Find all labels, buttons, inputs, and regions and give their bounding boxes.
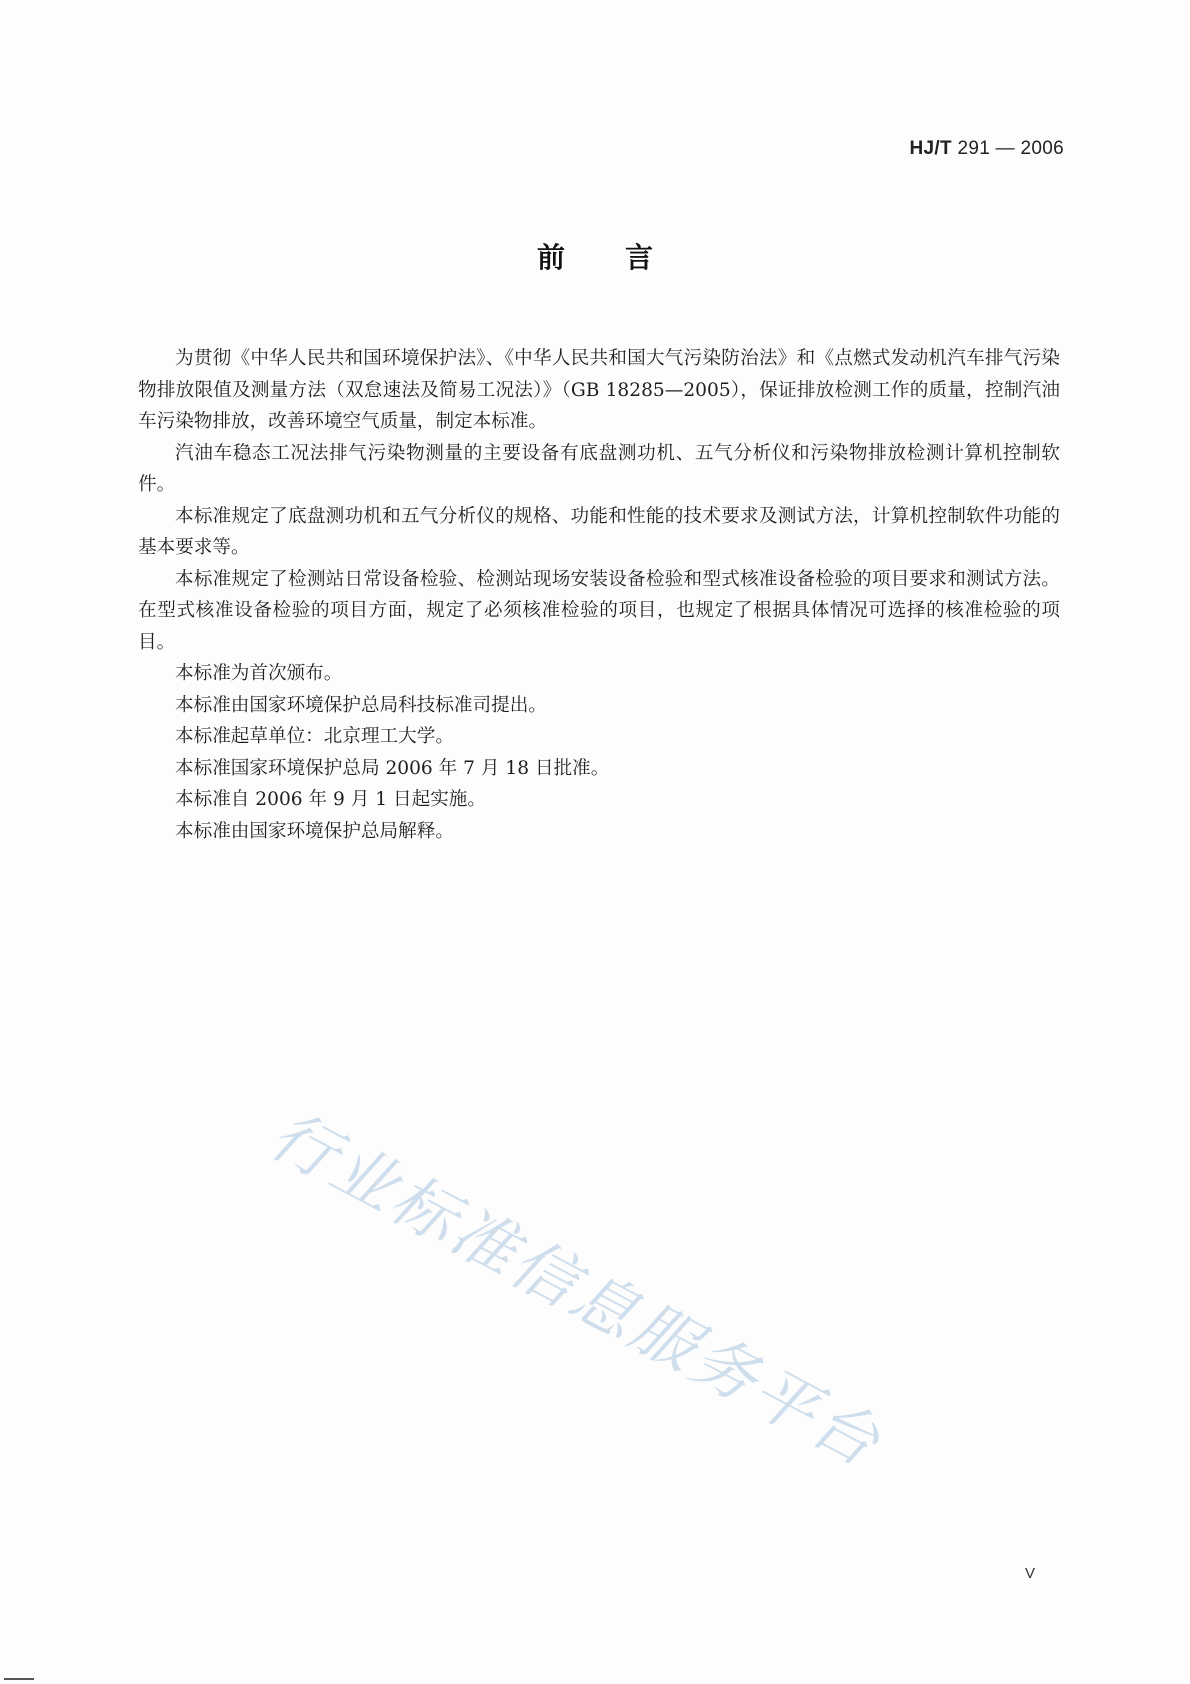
page-number: V (1024, 1565, 1035, 1582)
foreword-body (138, 343, 1060, 847)
paragraph: 为贯彻《中华人民共和国环境保护法》、《中华人民共和国大气污染防治法》和《点燃式发动机汽车排气污染物排放限值及测量方法（双怠速法及简易工况法）》（GB 18285—2005），保证排放检测工作的质量，控制汽油车污染物排放，改善环境空气质量，制定本标准。 (138, 348, 1060, 432)
paragraph: 本标准自 2006 年 9 月 1 日起实施。 (175, 789, 486, 810)
paragraph: 汽油车稳态工况法排气污染物测量的主要设备有底盘测功机、五气分析仪和污染物排放检测计算机控制软件。 (138, 442, 1060, 495)
paragraph: 本标准国家环境保护总局 2006 年 7 月 18 日批准。 (175, 757, 610, 779)
standard-code (910, 138, 1064, 160)
standard-code-number: 291 — 2006 (951, 138, 1064, 159)
paragraph: 本标准为首次颁布。 (175, 663, 343, 684)
page-title: 前言 (536, 241, 713, 274)
paragraph: 本标准规定了底盘测功机和五气分析仪的规格、功能和性能的技术要求及测试方法，计算机控制软件功能的基本要求等。 (138, 505, 1060, 558)
standard-code-prefix: HJ/T (909, 138, 952, 159)
paragraph: 本标准规定了检测站日常设备检验、检测站现场安装设备检验和型式核准设备检验的项目要求和测试方法。在型式核准设备检验的项目方面，规定了必须核准检验的项目，也规定了根据具体情况可选择的核准检验的项目。 (138, 568, 1060, 653)
paragraph: 本标准由国家环境保护总局科技标准司提出。 (175, 694, 547, 716)
paragraph: 本标准起草单位：北京理工大学。 (175, 726, 454, 747)
watermark: 行业标准信息服务平台 (258, 1098, 894, 1483)
paragraph: 本标准由国家环境保护总局解释。 (175, 820, 454, 842)
scan-edge-mark (4, 1678, 34, 1680)
